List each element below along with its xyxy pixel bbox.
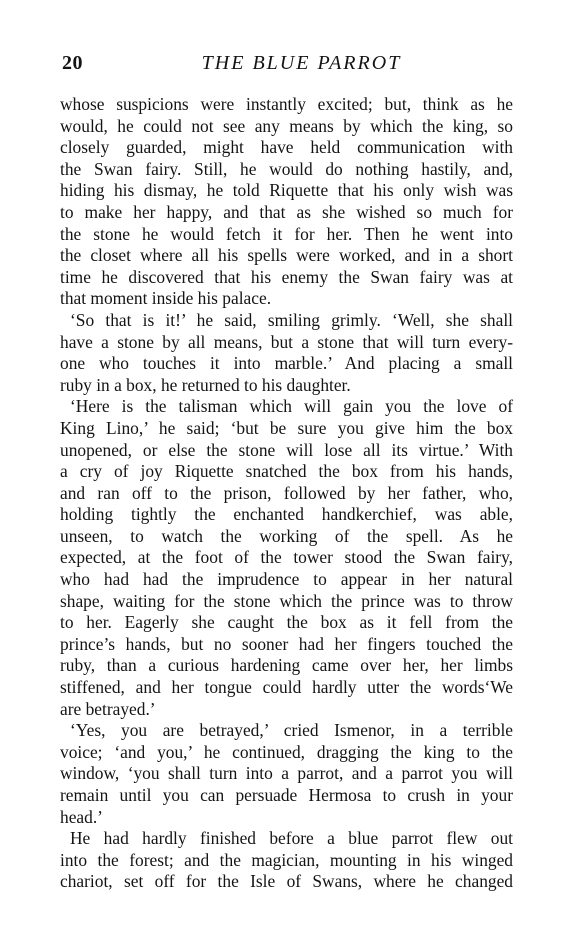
text-line: He had hardly finished before a blue parrot flew out — [70, 828, 513, 849]
text-line: ‘So that is it!’ he said, smiling grimly. ‘Well, she shall — [70, 309, 513, 330]
text-line: expected, at the foot of the tower stood the Swan fairy, — [60, 547, 513, 568]
text-line: and ran off to the prison, followed by her father, who, — [60, 482, 513, 503]
text-line: unopened, or else the stone will lose all its virtue.’ With — [60, 439, 513, 460]
text-line: ruby in a box, he returned to his daughter. — [60, 374, 351, 395]
text-line: have a stone by all means, but a stone that will turn every- — [60, 331, 513, 352]
text-line: remain until you can persuade Hermosa to crush in your — [60, 785, 513, 805]
text-line: ‘Yes, you are betrayed,’ cried Ismenor, in a terrible — [70, 720, 513, 741]
text-line: time he discovered that his enemy the Swan fairy was at — [60, 266, 513, 287]
text-line: would, he could not see any means by which the king, so — [60, 115, 513, 136]
text-line: holding tightly the enchanted handkerchief, was able, — [60, 504, 513, 525]
text-line: a cry of joy Riquette snatched the box from his hands, — [60, 461, 513, 482]
text-line: voice; ‘and you,’ he continued, dragging the king to the — [60, 741, 513, 762]
text-line: that moment inside his palace. — [60, 288, 272, 309]
text-line: King Lino,’ he said; ‘but be sure you give him the box — [60, 417, 513, 438]
text-line: to make her happy, and that as she wished so much for — [60, 201, 513, 222]
text-line: prince’s hands, but no sooner had her fingers touched the — [60, 633, 513, 654]
text-line: to her. Eagerly she caught the box as it fell from the — [60, 612, 513, 633]
text-line: unseen, to watch the working of the spell. As he — [60, 525, 513, 546]
text-line: window, ‘you shall turn into a parrot, and a parrot you will — [60, 763, 513, 784]
body-text — [60, 94, 513, 893]
text-line: are betrayed.’ — [60, 698, 156, 719]
text-line: who had had the imprudence to appear in her natural — [60, 569, 513, 590]
text-line: one who touches it into marble.’ And placing a small — [60, 353, 513, 374]
running-title: THE BLUE PARROT — [201, 52, 402, 74]
text-line: into the forest; and the magician, mounting in his winged — [60, 849, 513, 870]
text-line: ‘Here is the talisman which will gain you the love of — [70, 396, 513, 417]
text-line: head.’ — [60, 806, 103, 827]
text-line: shape, waiting for the stone which the prince was to throw — [60, 590, 513, 611]
text-line: ruby, than a curious hardening came over her, her limbs — [60, 655, 513, 676]
page-number: 20 — [62, 52, 83, 74]
text-line: stiffened, and her tongue could hardly utter the words‘We — [60, 677, 513, 698]
text-line: closely guarded, might have held communication with — [60, 137, 513, 158]
page-header — [60, 52, 513, 80]
text-line: hiding his dismay, he told Riquette that his only wish was — [60, 180, 513, 201]
text-line: the Swan fairy. Still, he would do nothing hastily, and, — [60, 158, 513, 179]
text-line: the closet where all his spells were worked, and in a short — [60, 245, 513, 266]
text-line: chariot, set off for the Isle of Swans, where he changed — [60, 871, 513, 892]
text-line: the stone he would fetch it for her. Then he went into — [60, 223, 513, 244]
text-line: whose suspicions were instantly excited; but, think as he — [60, 94, 513, 114]
book-page — [60, 52, 513, 893]
